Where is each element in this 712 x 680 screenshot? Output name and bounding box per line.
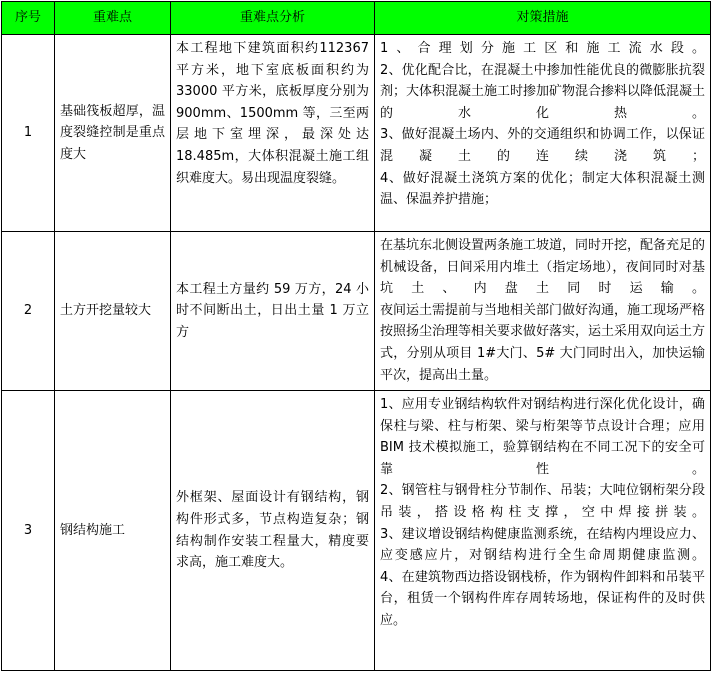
difficulty-measures-table bbox=[1, 1, 711, 671]
header-analysis: 重难点分析 bbox=[171, 2, 375, 35]
row-analysis: 外框架、屋面设计有钢结构，钢构件形式多，节点构造复杂；钢结构制作安装工程量大，精度要求高，施工难度大。 bbox=[171, 391, 375, 671]
row-measures bbox=[375, 232, 711, 391]
measure-item: 2、钢管柱与钢骨柱分节制作、吊装；大吨位钢桁架分段吊装，搭设格构柱支撑，空中焊接拼装。 bbox=[380, 483, 705, 520]
header-measures: 对策措施 bbox=[375, 2, 711, 35]
row-serial: 1 bbox=[2, 35, 55, 232]
measure-item: 1、应用专业钢结构软件对钢结构进行深化优化设计，确保柱与梁、柱与桁架、梁与桁架等节点设计合理；应用 BIM 技术模拟施工，验算钢结构在不同工况下的安全可靠性。 bbox=[380, 397, 705, 477]
row-difficulty: 钢结构施工 bbox=[55, 391, 171, 671]
header-serial: 序号 bbox=[2, 2, 55, 35]
table-row bbox=[2, 35, 711, 232]
row-serial: 3 bbox=[2, 391, 55, 671]
measure-item: 3、建议增设钢结构健康监测系统，在结构内埋设应力、应变感应片，对钢结构进行全生命周期健康监测。 bbox=[380, 526, 705, 564]
measure-item: 4、做好混凝土浇筑方案的优化；制定大体积混凝土测温、保温养护措施； bbox=[380, 170, 705, 208]
row-analysis: 本工程土方量约 59 万方，24 小时不间断出土，日出土量 1 万立方 bbox=[171, 232, 375, 391]
measure-item: 夜间运土需提前与当地相关部门做好沟通，施工现场严格按照扬尘治理等相关要求做好落实，运土采用双向运土方式，分别从项目 1#大门、5# 大门同时出入，加快运输平次，提高出土量。 bbox=[380, 302, 706, 383]
table-header-row bbox=[2, 2, 711, 35]
row-measures bbox=[375, 391, 711, 671]
measure-item: 在基坑东北侧设置两条施工坡道，同时开挖，配备充足的机械设备，日间采用内堆土（指定场地），夜间同时对基坑土、内盘土同时运输。 bbox=[380, 238, 706, 297]
measure-item: 2、优化配合比，在混凝土中掺加性能优良的微膨胀抗裂剂；大体积混凝土施工时掺加矿物混合掺料以降低混凝土的水化热。 bbox=[380, 62, 706, 121]
row-analysis: 本工程地下建筑面积约112367 平方米，地下室底板面积约为 33000 平方米，底板厚度分别为 900mm、1500mm 等，三至两层地下室埋深，最深处达 18.485m，大体积混凝土施工组织难度大。易出现温度裂缝。 bbox=[171, 35, 375, 232]
row-difficulty: 基础筏板超厚，温度裂缝控制是重点度大 bbox=[55, 35, 171, 232]
row-measures bbox=[375, 35, 711, 232]
measure-item: 3、做好混凝土场内、外的交通组织和协调工作，以保证混凝土的连续浇筑； bbox=[380, 127, 705, 164]
header-difficulty: 重难点 bbox=[55, 2, 171, 35]
row-difficulty: 土方开挖量较大 bbox=[55, 232, 171, 391]
document-page bbox=[1, 1, 711, 671]
table-row bbox=[2, 232, 711, 391]
measure-item: 1、合理划分施工区和施工流水段。 bbox=[380, 41, 705, 56]
row-serial: 2 bbox=[2, 232, 55, 391]
table-row bbox=[2, 391, 711, 671]
measure-item: 4、在建筑物西边搭设钢栈桥，作为钢构件卸料和吊装平台，租赁一个钢构件库存周转场地，保证构件的及时供应。 bbox=[380, 569, 705, 628]
